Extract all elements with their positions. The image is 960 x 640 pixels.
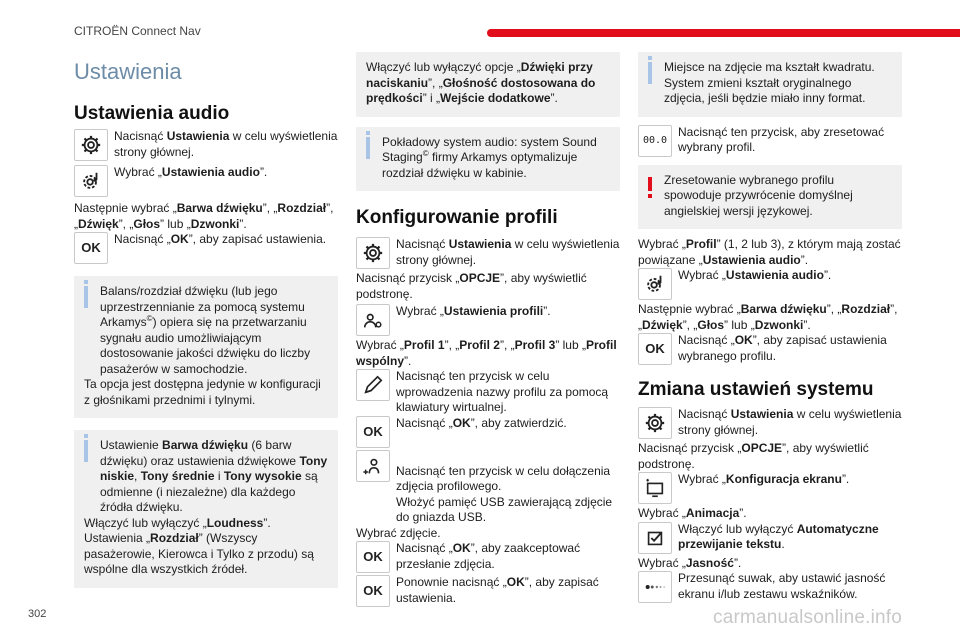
text: ”. — [239, 216, 247, 231]
text: ”, aby wyświetlić podstronę. — [638, 441, 869, 471]
ok-button-icon — [638, 333, 672, 365]
text-bold: OPCJE — [741, 441, 783, 455]
step-ok-save — [356, 575, 620, 609]
text: ” i „ — [422, 91, 441, 105]
text-bold: Automatyczne przewijanie tekstu — [678, 521, 879, 551]
text: ”, aby zapisać ustawienia wybranego profilu. — [678, 333, 887, 363]
text: Nacisnąć „ — [396, 541, 453, 555]
text: ”, aby wyświetlić podstronę. — [356, 271, 587, 301]
step-ok-accept — [356, 541, 620, 575]
text-bold: Ustawienia audio — [161, 165, 260, 179]
text: Wybrać „ — [678, 268, 726, 282]
step-screen-config — [638, 472, 902, 506]
column-3 — [638, 52, 902, 605]
text-bold: Konfiguracja ekranu — [725, 472, 842, 486]
checkbox-icon — [638, 522, 672, 554]
text-bold: Barwa dźwięku — [162, 438, 249, 452]
copyright-sign: © — [422, 149, 429, 158]
ok-button-icon — [356, 416, 390, 448]
text: są odmienne (i niezależne) dla każdego źródła dźwięku. — [100, 469, 318, 514]
text: ”. — [543, 304, 551, 318]
text: Miejsce na zdjęcie ma kształt kwadratu. System zmieni kształt oryginalnego zdjęcia, jeśli będzie miało inny format. — [664, 60, 875, 105]
profile-photo-icon — [356, 450, 390, 482]
text-bold: Rozdział — [277, 201, 327, 215]
text-bold: Tony niskie — [100, 453, 328, 483]
paragraph-options — [638, 441, 902, 472]
ok-label: OK — [363, 549, 383, 565]
step-ok-confirm — [356, 416, 620, 450]
text-bold: Tony wysokie — [223, 469, 302, 483]
text: ” (Wszyscy pasażerowie, Kierowca i Tylko z przodu) są wspólne dla wszystkich źródeł. — [84, 531, 314, 576]
text: Nacisnąć „ — [396, 415, 453, 430]
text: ” lub „ — [724, 317, 755, 332]
text: Nacisnąć ten przycisk w celu wprowadzenia nazwy profilu za pomocą klawiatury wirtualnej. — [396, 369, 609, 414]
text: Wybrać „ — [356, 338, 404, 352]
paragraph-brightness — [638, 556, 902, 572]
text: Nacisnąć przycisk „ — [638, 441, 742, 455]
ok-button-icon — [74, 232, 108, 264]
text-bold: Dźwięki przy naciskaniu — [366, 60, 593, 90]
ok-label: OK — [81, 240, 101, 256]
text: ”, „ — [444, 338, 460, 352]
text: ”. — [733, 555, 742, 570]
text: ” lub „ — [555, 338, 586, 352]
text-bold: OK — [452, 415, 471, 430]
text-bold: Rozdział — [841, 302, 891, 316]
step-edit-name — [356, 369, 620, 416]
step-settings — [74, 129, 338, 163]
text: Nacisnąć — [114, 129, 167, 143]
text: i — [214, 469, 224, 483]
text-bold: Barwa dźwięku — [740, 302, 827, 316]
ok-label: OK — [363, 583, 383, 599]
paragraph-choose-profile — [356, 338, 620, 369]
info-icon — [366, 137, 370, 159]
paragraph-choose-profile — [638, 237, 902, 268]
text: ” (1, 2 lub 3), z którym mają zostać powiązane „ — [638, 237, 901, 267]
column-2 — [356, 52, 620, 609]
text-bold: Jasność — [685, 555, 734, 570]
ok-label: OK — [363, 423, 383, 439]
text-bold: Dźwięk — [642, 317, 683, 332]
text: Włączyć lub wyłączyć opcje „ — [366, 60, 521, 74]
text-bold: Dzwonki — [190, 216, 240, 231]
text: ”, aby zatwierdzić. — [470, 415, 567, 430]
warning-icon — [648, 177, 652, 191]
watermark: carmanualsonline.info — [713, 607, 903, 628]
music-note-gear-icon — [74, 165, 108, 197]
gear-icon — [638, 407, 672, 439]
warning-box-reset — [638, 165, 902, 230]
step-ok-save — [74, 232, 338, 266]
text-bold: Tony średnie — [140, 469, 215, 483]
text-bold: Głos — [133, 216, 161, 231]
text: ”, „ — [638, 302, 898, 332]
text-bold: OK — [452, 541, 471, 555]
step-settings — [356, 237, 620, 271]
text: Ustawienie — [100, 438, 163, 452]
text: ”, „ — [74, 201, 334, 231]
info-box-photo-shape — [638, 52, 902, 117]
text: Następnie wybrać „ — [74, 201, 177, 215]
step-audio-settings — [74, 165, 338, 199]
page-title: Ustawienia — [74, 59, 182, 84]
text: Zresetowanie wybranego profilu spowoduje przywrócenie domyślnej angielskiej wersji językowej. — [664, 172, 853, 218]
text-bold: Loudness — [206, 515, 264, 530]
column-1 — [74, 52, 338, 588]
text-bold: Ustawienia — [166, 129, 230, 143]
text: ”, „ — [499, 338, 515, 352]
text-bold: Głos — [697, 317, 725, 332]
box-sound-options — [356, 52, 620, 117]
info-box-arkamys — [356, 127, 620, 192]
text: Następnie wybrać „ — [638, 302, 741, 316]
text-bold: Animacja — [685, 506, 740, 520]
step-add-photo — [356, 450, 620, 495]
text: w celu wyświetlenia strony głównej. — [114, 129, 338, 159]
ok-button-icon — [356, 541, 390, 573]
step-ok-save-profile — [638, 333, 902, 367]
text: Przesunąć suwak, aby ustawić jasność ekranu i/lub zestawu wskaźników. — [678, 571, 886, 601]
text-bold: Ustawienia audio — [725, 268, 824, 282]
text-bold: Profil 3 — [514, 338, 556, 352]
text: ”, „ — [118, 216, 134, 231]
step-audio-settings — [638, 268, 902, 302]
text: Nacisnąć przycisk „ — [356, 271, 460, 285]
text: ) opiera się na przetwarzaniu sygnału audio umożliwiającym dostosowanie jakości dźwięku do liczby pasażerów w samochodzie. — [100, 315, 311, 376]
text: (6 barw dźwięku) oraz ustawienia dźwiękowe — [100, 438, 300, 468]
text: Wybrać „ — [678, 472, 726, 486]
text-bold: Dźwięk — [78, 216, 119, 231]
pencil-icon — [356, 369, 390, 401]
text: Nacisnąć — [678, 407, 731, 421]
text-bold: Rozdział — [150, 531, 199, 545]
section-heading-profiles: Konfigurowanie profili — [356, 207, 558, 228]
text: ”. — [800, 252, 809, 267]
text: . — [781, 537, 785, 551]
text: , — [134, 469, 141, 483]
text: Włożyć pamięć USB zawierającą zdjęcie do gniazda USB. — [396, 494, 613, 524]
text: Nacisnąć ten przycisk w celu dołączenia zdjęcia profilowego. — [396, 463, 611, 493]
text-bold: Głośność dostosowana do prędkości — [366, 75, 596, 105]
manual-header-title: CITROËN Connect Nav — [74, 24, 201, 38]
text: Ponownie nacisnąć „ — [396, 575, 507, 589]
text-bold: Profil wspólny — [356, 338, 617, 368]
step-settings — [638, 407, 902, 441]
page-number: 302 — [28, 608, 47, 620]
info-box-balance — [74, 276, 338, 418]
text-bold: Profil — [685, 237, 717, 251]
info-box-tone — [74, 430, 338, 588]
step-slider — [638, 571, 902, 605]
text: ” lub „ — [160, 216, 191, 231]
paragraph-options — [356, 271, 620, 302]
text: Nacisnąć „ — [114, 232, 171, 246]
text: Wybrać „ — [396, 304, 444, 318]
text-bold: Dzwonki — [754, 317, 804, 332]
info-icon — [648, 62, 652, 84]
text-bold: OK — [734, 333, 753, 347]
text: ”. — [550, 91, 558, 105]
reset-label: 00.0 — [642, 134, 668, 146]
text: Ta opcja jest dostępna jedynie w konfiguracji z głośnikami przednimi i tylnymi. — [84, 377, 321, 407]
screen-brightness-icon — [638, 472, 672, 504]
text: Wybrać zdjęcie. — [356, 525, 441, 540]
text: ”, aby zapisać ustawienia. — [396, 575, 599, 605]
text: Nacisnąć ten przycisk, aby zresetować wybrany profil. — [678, 124, 885, 154]
gear-icon — [356, 237, 390, 269]
info-icon — [84, 440, 88, 462]
text: firmy Arkamys optymalizuje rozdział dźwięku w kabinie. — [382, 150, 578, 180]
text-bold: OK — [170, 232, 189, 246]
text-bold: Ustawienia profili — [443, 304, 544, 318]
text-bold: Barwa dźwięku — [176, 201, 263, 215]
step-reset-profile — [638, 125, 902, 159]
text: ”. — [823, 268, 832, 282]
text: Nacisnąć — [396, 237, 449, 251]
text: w celu wyświetlenia strony głównej. — [678, 407, 902, 437]
paragraph-choose-options — [638, 302, 902, 333]
slider-icon — [638, 571, 672, 603]
text: ”. — [263, 515, 271, 530]
section-heading-audio: Ustawienia audio — [74, 103, 230, 124]
header-accent-bar — [487, 29, 960, 37]
text-bold: OPCJE — [459, 271, 501, 285]
text: ”, „ — [826, 302, 842, 316]
text: Pokładowy system audio: system Sound Staging — [382, 134, 597, 164]
text: ”, „ — [428, 75, 443, 90]
ok-label: OK — [645, 341, 665, 357]
gear-icon — [74, 129, 108, 161]
text: ”, aby zaakceptować przesłanie zdjęcia. — [396, 541, 581, 571]
text: ”. — [259, 165, 268, 179]
text: Wybrać „ — [638, 506, 686, 520]
info-icon — [84, 286, 88, 308]
paragraph-animation — [638, 506, 902, 522]
paragraph-choose-options — [74, 201, 338, 232]
text-bold: Ustawienia audio — [702, 252, 801, 267]
profile-gear-icon — [356, 304, 390, 336]
text-bold: Ustawienia — [448, 237, 512, 251]
text: Ustawienia „ — [84, 531, 151, 545]
text-bold: Wejście dodatkowe — [440, 91, 551, 105]
text: ”. — [739, 506, 747, 520]
text-bold: Profil 1 — [403, 338, 445, 352]
text: ”. — [404, 353, 412, 368]
text-bold: Ustawienia — [730, 407, 794, 421]
ok-button-icon — [356, 575, 390, 607]
text: Nacisnąć „ — [678, 333, 735, 347]
copyright-sign: © — [146, 314, 153, 323]
music-note-gear-icon — [638, 268, 672, 300]
text-bold: Profil 2 — [459, 338, 500, 352]
text-bold: OK — [506, 575, 525, 589]
section-heading-system: Zmiana ustawień systemu — [638, 379, 874, 400]
text: ”, „ — [262, 201, 278, 215]
step-autoscroll — [638, 522, 902, 556]
text: w celu wyświetlenia strony głównej. — [396, 237, 620, 267]
text: Włączyć lub wyłączyć „ — [84, 515, 207, 530]
text: Włączyć lub wyłączyć — [678, 521, 797, 536]
text: ”, aby zapisać ustawienia. — [188, 232, 327, 246]
text: ”. — [841, 472, 850, 486]
text: Wybrać „ — [114, 165, 162, 179]
text: ”, „ — [682, 317, 698, 332]
text: ”. — [803, 317, 811, 332]
text: Balans/rozdział dźwięku (lub jego uprzestrzennianie za pomocą systemu Arkamys — [100, 284, 305, 329]
step-profile-settings — [356, 304, 620, 338]
reset-icon — [638, 125, 672, 157]
text: Wybrać „ — [638, 237, 686, 251]
text: Wybrać „ — [638, 555, 686, 570]
